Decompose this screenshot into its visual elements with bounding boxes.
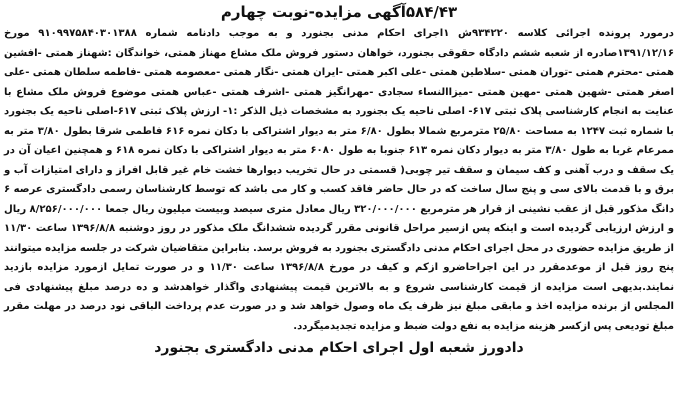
notice-body: درمورد پرونده اجرائی کلاسه ۹۳۴۲۲۰ش ۱اجرای احکام مدنی بجنورد و به موجب دادنامه شماره ۹۱۰۹۹۷۵۸۴۰۳۰۱۳۸۸ مورخ ۱۳۹۱/۱۲/۱۶صادره از شعبه ششم دادگاه حقوقی بجنورد، خواهان دستور فروش ملک مشاع مهناز همتی، خواندگان :شهناز همتی -افشین همتی -محترم همتی -توران همتی -سلاطین همتی -علی اکبر همتی -ایران همتی -نگار همتی -معصومه همتی -فاطمه سلطان همتی -علی اصغر همتی -شهین همتی -مهین همتی -میزاالنساء سجادی -مهرانگیز همتی -اشرف همتی -عباس همتی موضوع فروش ملک مشاع با عنایت به انجام کارشناسی پلاک ثبتی ۶۱۷- اصلی ناحیه یک بجنورد به مشخصات ذیل الذکر :۱- ارزش پلاک ثبتی ۶۱۷-اصلی ناحیه یک بجنورد با شماره ثبت ۱۲۴۷ به مساحت ۲۵/۸۰ مترمربع شمالا بطول ۶/۸۰ متر به دیوار اشتراکی با دکان نمره ۶۱۶ فاطمی شرقا بطول ۳/۸۰ متر به ممرعام غربا به طول ۳/۸۰ متر به دیوار دکان نمره ۶۱۳ جنوبا به طول ۶۰۸۰ متر به دیوار اشتراکی با دکان نمره ۶۱۸ و همچنین اعیان آن در یک سقف و درب آهنی و کف سیمان و سقف تیر چوبی( قسمتی در حال تخریب دیوارها خشت خام غیر قابل افراز و دارای امتیازات آب و برق و با قدمت بالای سی و پنج سال ساخت که در حال حاضر فاقد کسب و کار می باشد که توسط کارشناسان رسمی دادگستری عرصه ۶ دانگ مذکور قبل از عقب نشینی از قرار هر مترمربع ۳۲۰/۰۰۰/۰۰۰ ریال معادل متری سیصد وبیست میلیون ریال جمعا ۸/۲۵۶/۰۰۰/۰۰۰ ریال و ارزش ارزیابی گردیده است و اینکه پس ازسیر مراحل قانونی مقرر گردیده ششدانگ ملک مذکور در روز دوشنبه ۱۳۹۶/۸/۸ ساعت ۱۱/۳۰ از طریق مزایده حضوری در محل اجرای احکام مدنی دادگستری بجنورد به فروش برسد. بنابراین متقاضیان شرکت در جلسه مزایده میتوانند پنج روز قبل از موعدمقرر در این اجراحاضرو ازکم و کیف در مورخ ۱۳۹۶/۸/۸ ساعت ۱۱/۳۰ و در صورت تمایل ازمورد مزایده بازدید نمایند.بدیهی است مزایده از قیمت کارشناسی شروع و به بالاترین قیمت پیشنهادی واگذار خواهدشد و ده درصد مبلغ پیشنهادی فی المجلس از برنده مزایده اخذ و مابقی مبلغ نیز ظرف یک ماه وصول خواهد شد و در صورت عدم پرداخت الباقی نود درصد در مهلت مقرر مبلغ تودیعی پس ازکسر هزینه مزایده به نفع دولت ضبط و مزایده تجدیدمیگردد. — [4, 28, 675, 332]
notice-title: ۵۸۴/۴۳آگهی مزایده-نوبت چهارم — [220, 3, 458, 21]
notice-signature: دادورز شعبه اول اجرای احکام مدنی دادگستری بجنورد — [154, 340, 524, 356]
auction-notice — [4, 2, 674, 403]
